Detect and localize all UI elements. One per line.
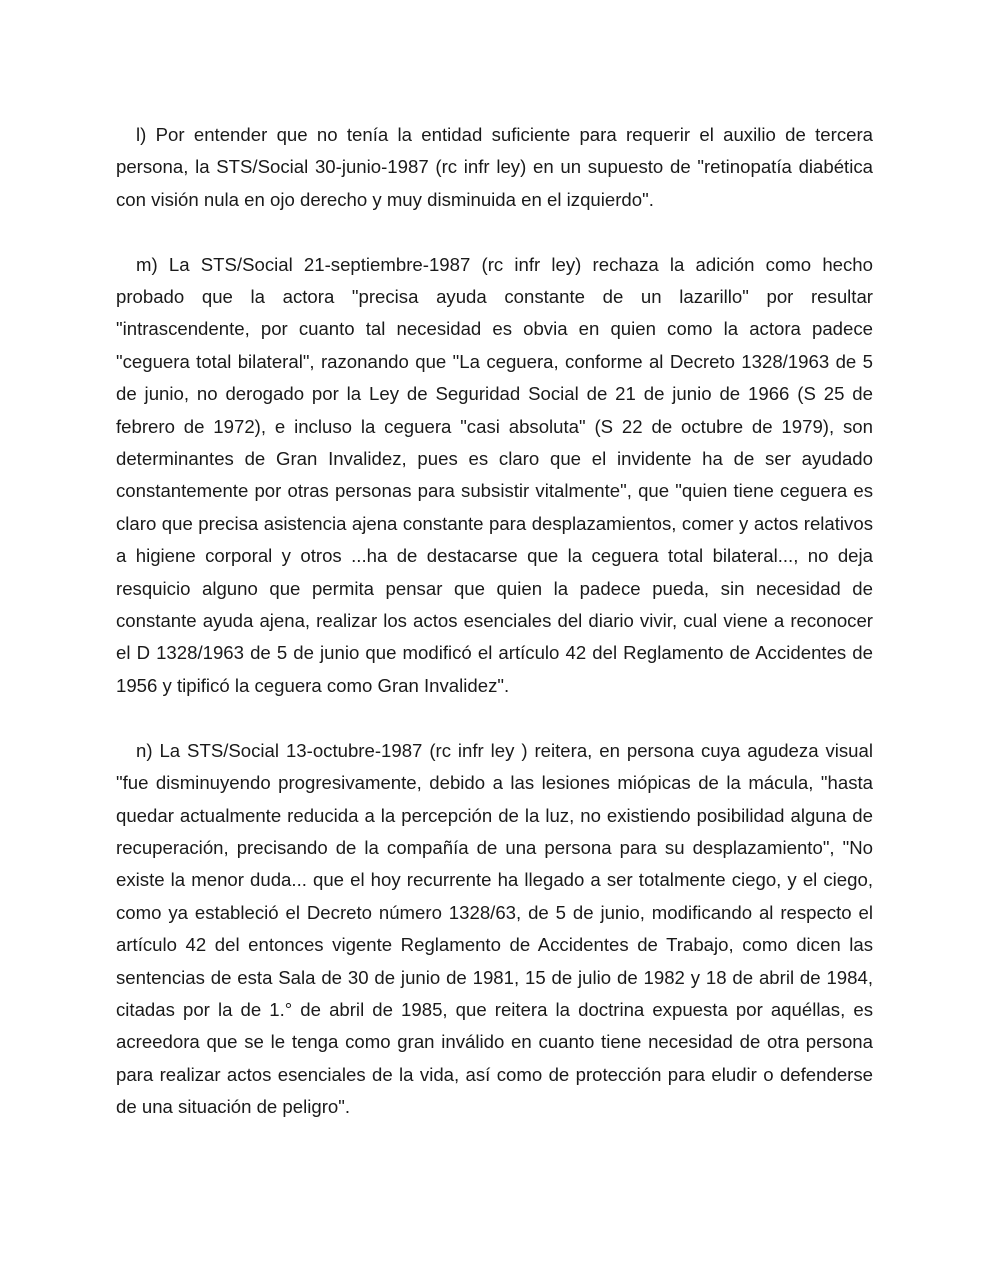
- paragraph-m: m) La STS/Social 21-septiembre-1987 (rc infr ley) rechaza la adición como hecho probado que la actora "precisa ayuda constante de un lazarillo" por resultar "intrascendente, por cuanto tal necesidad es obvia en quien como la actora padece "ceguera total bilateral", razonando que "La ceguera, conforme al Decreto 1328/1963 de 5 de junio, no derogado por la Ley de Seguridad Social de 21 de junio de 1966 (S 25 de febrero de 1972), e incluso la ceguera "casi absoluta" (S 22 de octubre de 1979), son determinantes de Gran Invalidez, pues es claro que el invidente ha de ser ayudado constantemente por otras personas para subsistir vitalmente", que "quien tiene ceguera es claro que precisa asistencia ajena constante para desplazamientos, comer y actos relativos a higiene corporal y otros ...ha de destacarse que la ceguera total bilateral..., no deja resquicio alguno que permita pensar que quien la padece pueda, sin necesidad de constante ayuda ajena, realizar los actos esenciales del diario vivir, cual viene a reconocer el D 1328/1963 de 5 de junio que modificó el artículo 42 del Reglamento de Accidentes de 1956 y tipificó la ceguera como Gran Invalidez".: [116, 253, 873, 696]
- paragraph-spacer: [116, 216, 873, 248]
- paragraph-l: l) Por entender que no tenía la entidad suficiente para requerir el auxilio de tercera persona, la STS/Social 30-junio-1987 (rc infr ley) en un supuesto de "retinopatía diabética con visión nula en ojo derecho y muy disminuida en el izquierdo".: [116, 124, 873, 210]
- paragraph-spacer: [116, 702, 873, 734]
- document-page: [116, 119, 873, 1124]
- paragraph-n: n) La STS/Social 13-octubre-1987 (rc infr ley ) reitera, en persona cuya agudeza visual "fue disminuyendo progresivamente, debido a las lesiones miópicas de la mácula, "hasta quedar actualmente reducida a la percepción de la luz, no existiendo posibilidad alguna de recuperación, precisando de la compañía de una persona para su desplazamiento", "No existe la menor duda... que el hoy recurrente ha llegado a ser totalmente ciego, y el ciego, como ya estableció el Decreto número 1328/63, de 5 de junio, modificando al respecto el artículo 42 del entonces vigente Reglamento de Accidentes de Trabajo, como dicen las sentencias de esta Sala de 30 de junio de 1981, 15 de julio de 1982 y 18 de abril de 1984, citadas por la de 1.° de abril de 1985, que reitera la doctrina expuesta por aquéllas, es acreedora que se le tenga como gran inválido en cuanto tiene necesidad de otra persona para realizar actos esenciales de la vida, así como de protección para eludir o defenderse de una situación de peligro".: [116, 739, 873, 1118]
